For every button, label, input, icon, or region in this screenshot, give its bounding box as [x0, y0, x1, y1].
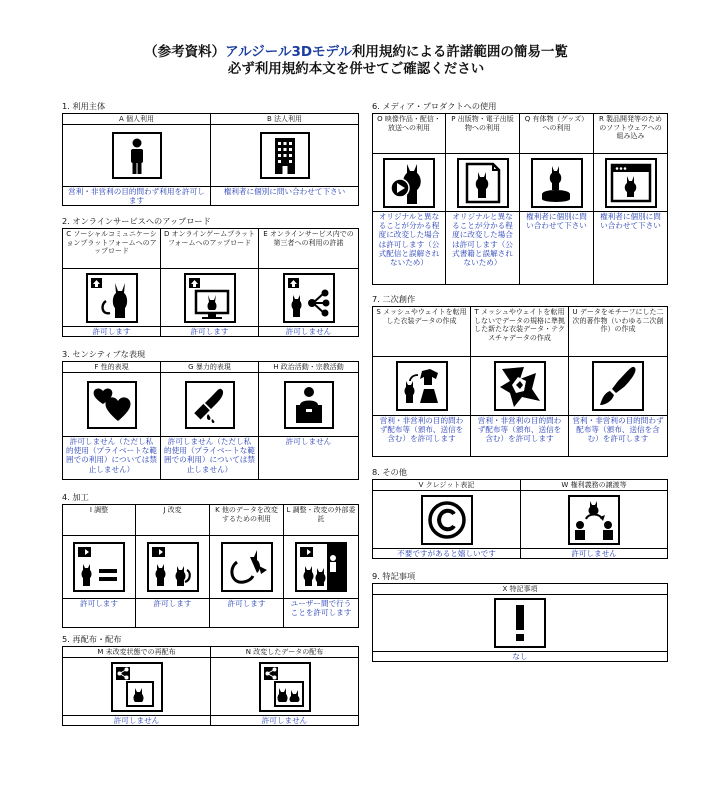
item-label-v: V クレジット表記: [373, 480, 520, 491]
item-answer-b: 権利者に個別に問い合わせて下さい: [211, 186, 358, 205]
section-title: 2. オンラインサービスへのアップロード: [62, 216, 211, 226]
item-label-i: I 調整: [63, 505, 135, 536]
item-label-b: B 法人利用: [211, 114, 358, 125]
item-answer-e: 許可しません: [259, 326, 358, 336]
item-answer-s: 営利・非営利の目的問わず配布等（頒布、送信を含む）を許可します: [373, 415, 470, 456]
item-answer-o: オリジナルと異なることが分かる程度に改変した場合は許可します（公式配信と誤解されないため）: [373, 211, 445, 284]
item-answer-f: 許可しません（ただし私的使用（プライベートな範囲での利用）については禁止しません）: [63, 436, 160, 479]
texture-icon: [494, 361, 546, 411]
outsource-icon: [295, 542, 347, 592]
section-title: 9. 特記事項: [372, 571, 416, 581]
item-answer-w: 許可しません: [521, 548, 667, 558]
distribute-modified-icon: [259, 662, 311, 712]
item-answer-x: なし: [373, 651, 667, 661]
clothing-icon: [396, 361, 448, 411]
item-answer-l: ユーザー間で行うことを許可します: [284, 598, 358, 627]
section-title: 4. 加工: [62, 492, 89, 502]
modify-icon: [147, 542, 199, 592]
item-label-d: D オンラインゲームプラットフォームへのアップロード: [161, 229, 258, 269]
item-label-q: Q 有体物（グッズ）への利用: [520, 114, 593, 154]
item-answer-r: 権利者に個別に問い合わせて下さい: [594, 211, 667, 284]
item-label-u: U データをモチーフにした二次的著作物（いわゆる二次創作）の作成: [569, 307, 667, 357]
item-label-c: C ソーシャルコミュニケーションプラットフォームへのアップロード: [63, 229, 160, 269]
item-answer-h: 許可しません: [259, 436, 358, 479]
upload-game-icon: [184, 273, 236, 323]
item-label-a: A 個人利用: [63, 114, 210, 125]
item-answer-p: オリジナルと異なることが分かる程度に改変した場合は許可します（公式書籍と誤解されないため）: [446, 211, 519, 284]
item-label-k: K 他のデータを改変するための利用: [210, 505, 283, 536]
section-title: 8. その他: [372, 467, 407, 477]
section-processing: [62, 492, 359, 628]
redistribute-icon: [111, 662, 163, 712]
item-label-t: T メッシュやウェイトを転用しないでデータの規格に準拠した新たな衣装データ・テクスチャデータの作成: [471, 307, 568, 357]
item-label-f: F 性的表現: [63, 362, 160, 373]
item-label-e: E オンラインサービス内での第三者への利用の許諾: [259, 229, 358, 269]
transfer-icon: [568, 495, 620, 545]
video-icon: [383, 158, 435, 208]
item-label-h: H 政治活動・宗教活動: [259, 362, 358, 373]
section-other: [372, 467, 668, 559]
item-label-x: X 特記事項: [373, 584, 667, 595]
item-label-j: J 改変: [136, 505, 209, 536]
item-label-w: W 権利義務の譲渡等: [521, 480, 667, 491]
section-usage-subject: [62, 101, 359, 206]
item-answer-a: 営利・非営利の目的問わず利用を許可します: [63, 186, 210, 205]
figure-icon: [531, 158, 583, 208]
section-derivative-works: [372, 294, 668, 457]
item-label-m: M 未改変状態での再配布: [63, 647, 210, 658]
share-network-icon: [283, 273, 335, 323]
section-title: 1. 利用主体: [62, 101, 106, 111]
item-label-o: O 映像作品・配信・放送への利用: [373, 114, 445, 154]
hearts-icon: [87, 381, 137, 429]
item-answer-m: 許可しません: [63, 715, 210, 725]
section-media-product: [372, 101, 668, 285]
section-title: 7. 二次創作: [372, 294, 416, 304]
adjust-icon: [73, 542, 125, 592]
exclamation-icon: [494, 598, 546, 648]
item-label-r: R 製品開発等のためのソフトウェアへの組み込み: [594, 114, 667, 154]
item-label-s: S メッシュやウェイトを転用した衣装データの作成: [373, 307, 470, 357]
item-answer-j: 許可します: [136, 598, 209, 627]
brush-icon: [592, 361, 644, 411]
item-answer-v: 不要ですがあると嬉しいです: [373, 548, 520, 558]
section-online-upload: [62, 216, 359, 337]
parts-icon: [221, 542, 273, 592]
person-icon: [112, 132, 162, 179]
section-redistribution: [62, 634, 359, 726]
title-suffix: 利用規約による許諾範囲の簡易一覧: [351, 44, 568, 60]
upload-social-icon: [86, 273, 138, 323]
title-prefix: （参考資料）: [144, 44, 226, 60]
title-brand: アルジール3Dモデル: [225, 44, 352, 60]
item-answer-d: 許可します: [161, 326, 258, 336]
section-sensitive-expression: [62, 349, 359, 480]
item-label-p: P 出版物・電子出版物への利用: [446, 114, 519, 154]
item-answer-n: 許可しません: [211, 715, 358, 725]
item-answer-u: 営利・非営利の目的問わず配布等（頒布、送信を含む）を許可します: [569, 415, 667, 456]
podium-icon: [284, 381, 334, 429]
knife-icon: [185, 381, 235, 429]
page-title: [0, 44, 712, 78]
item-answer-c: 許可します: [63, 326, 160, 336]
section-title: 6. メディア・プロダクトへの使用: [372, 101, 497, 111]
item-answer-q: 権利者に個別に問い合わせて下さい: [520, 211, 593, 284]
item-answer-k: 許可します: [210, 598, 283, 627]
title-subtitle: 必ず利用規約本文を併せてご確認ください: [227, 61, 485, 77]
item-answer-t: 営利・非営利の目的問わず配布等（頒布、送信を含む）を許可します: [471, 415, 568, 456]
section-title: 3. センシティブな表現: [62, 349, 146, 359]
item-label-l: L 調整・改変の外部委託: [284, 505, 358, 536]
publication-icon: [457, 158, 509, 208]
section-special-notes: [372, 571, 668, 662]
section-title: 5. 再配布・配布: [62, 634, 122, 644]
building-icon: [260, 132, 310, 179]
item-label-g: G 暴力的表現: [161, 362, 258, 373]
item-label-n: N 改変したデータの配布: [211, 647, 358, 658]
item-answer-i: 許可します: [63, 598, 135, 627]
copyright-icon: [421, 495, 473, 545]
software-icon: [605, 158, 657, 208]
item-answer-g: 許可しません（ただし私的使用（プライベートな範囲での利用）については禁止しません）: [161, 436, 258, 479]
